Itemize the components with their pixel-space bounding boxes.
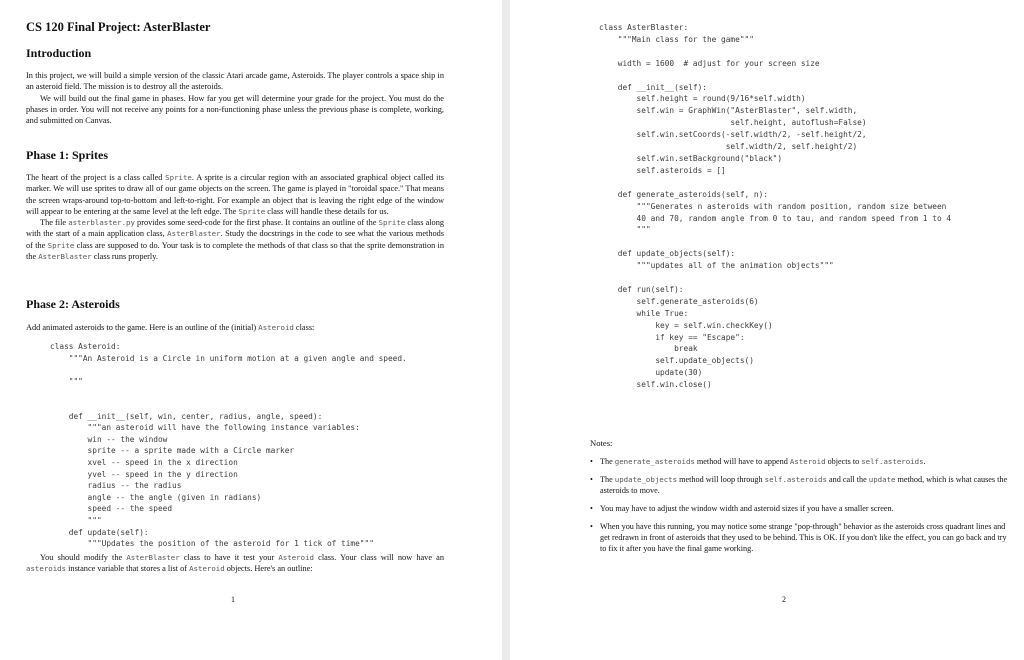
notes-list-items (590, 456, 1008, 561)
page-number: 2 (782, 595, 786, 604)
note-item: • The generate_asteroids method will have to append Asteroid objects to self.asteroids. (590, 457, 926, 466)
document-title: CS 120 Final Project: AsterBlaster (26, 20, 211, 34)
asterblaster-class-code: class AsterBlaster: """Main class for the game""" width = 1600 # adjust for your screen size def __init__(self): self.height = round(9/16*self.width) self.win = GraphWin("AsterBlaster", self.width, self.height, autoflush=False) self.win.setCoords(-self.width/2, -self.height/2, self.width/2, self.height/2) self.win.setBackground("black") self.asteroids = [] def generate_asteroids(self, n): """Generates n asteroids with random position, random size between 40 and 70, random angle from 0 to tau, and random speed from 1 to 4 """ def update_objects(self): """updates all of the animation objects""" def run(self): self.generate_asteroids(6) while True: key = self.win.checkKey() if key == "Escape": break self.update_objects() update(30) self.win.close() (599, 23, 952, 390)
document-page-2 (510, 0, 1024, 660)
introduction-heading: Introduction (26, 46, 92, 60)
document-page-1 (0, 0, 502, 660)
asteroid-class-code: class Asteroid: """An Asteroid is a Circle in uniform motion at a given angle and speed. """ def __init__(self, win, center, radius, angle, speed): """an asteroid will have the following instance variables: win -- the window sprite -- a sprite made with a Circle marker xvel -- speed in the x direction yvel -- speed in the y direction radius -- the radius angle -- the angle (given in radians) speed -- the speed """ def update(self): """Updates the position of the asteroid for 1 tick of time""" (50, 342, 407, 549)
note-item: • The update_objects method will loop through self.asteroids and call the update method, which is what causes the asteroids to move. (590, 475, 1008, 495)
page-number: 1 (231, 595, 235, 604)
introduction-paragraph-1: In this project, we will build a simple version of the classic Atari arcade game, Asteroids. The player controls a space ship in an asteroid field. The mission is to destroy all the asteroids. We will build out the final game in phases. How far you get will determine your grade for the project. You must do the phases in order. You will not receive any points for a non-functioning phase unless the previous phase is complete, working, and submitted on Canvas. (26, 71, 444, 126)
phase2-outline-paragraph: You should modify the AsterBlaster class to have it test your Asteroid class. Your class will now have an asteroids instance variable that stores a list of Asteroid objects. Here's an outline: (26, 553, 444, 574)
phase1-paragraph: The heart of the project is a class called Sprite. A sprite is a circular region with an associated graphical object called its marker. We will use sprites to draw all of our game objects on the screen. The game is played in "toroidal space." That means the screen wraps-around top-to-bottom and left-to-right. For example an object that is leaving the right edge of the window will appear to be entering at the same level at the left edge. The Sprite class will handle these details for us. The file asterblaster.py provides some seed-code for the first phase. It contains an outline of the Sprite class along with the start of a main application class, AsterBlaster. Study the docstrings in the code to see what the various methods of the Sprite class are supposed to do. Your task is to complete the methods of that class so that the sprite demonstration in the AsterBlaster class runs properly. (26, 173, 444, 262)
phase2-intro-paragraph: Add animated asteroids to the game. Here is an outline of the (initial) Asteroid class: (26, 323, 315, 332)
phase2-heading: Phase 2: Asteroids (26, 297, 120, 311)
note-item: • You may have to adjust the window width and asteroid sizes if you have a smaller screen. (590, 504, 894, 513)
notes-label: Notes: (590, 438, 613, 448)
note-item: • When you have this running, you may notice some strange "pop-through" behavior as the asteroids cross quadrant lines and get redrawn in front of asteroids that they used to be behind. This is OK. If you don't like the effect, you can go back and try to fix it after you have the final game working. (590, 522, 1007, 553)
phase1-heading: Phase 1: Sprites (26, 148, 108, 162)
